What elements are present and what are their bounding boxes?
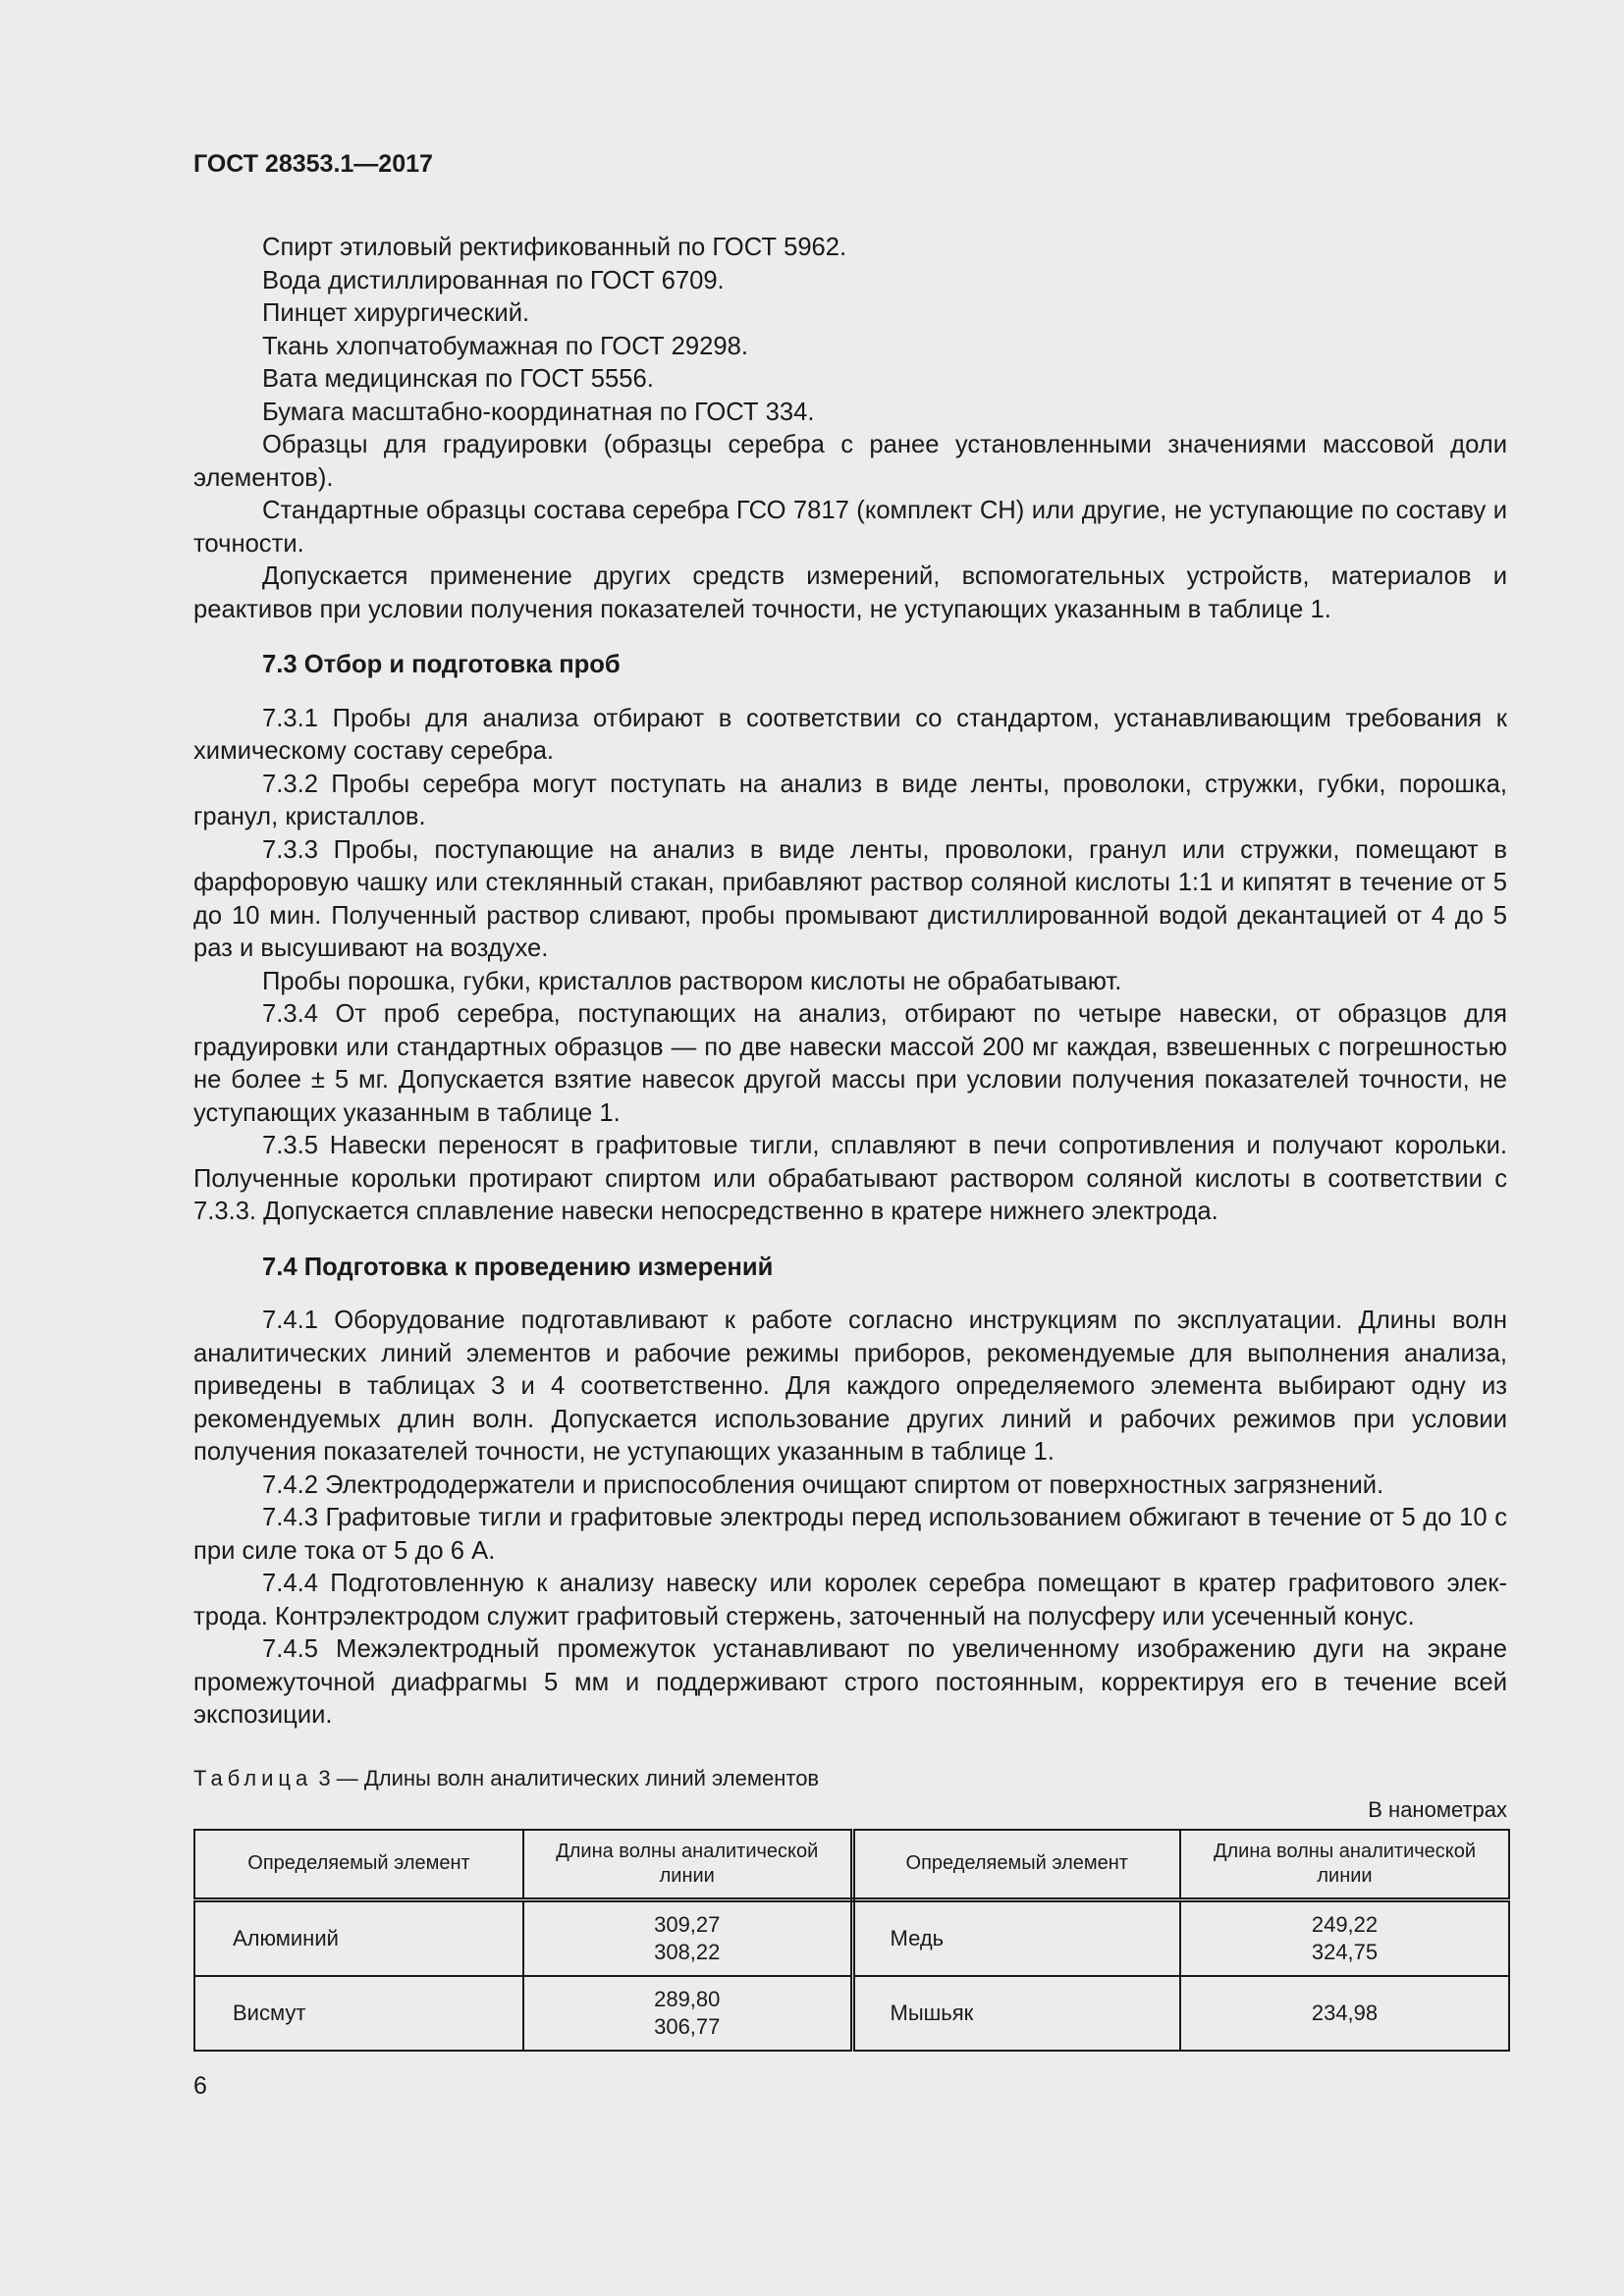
table-header-cell: Определяемый элемент (194, 1830, 523, 1900)
wavelength-value: 234,98 (1311, 2000, 1379, 2025)
section-title-7-3: 7.3 Отбор и подготовка проб (262, 651, 621, 678)
wavelength-value: 249,22 (1311, 1911, 1379, 1937)
paragraph: Пробы порошка, губки, кристаллов раствором кислоты не обрабатывают. (262, 967, 1122, 995)
wavelength-table (193, 1829, 1510, 2052)
paragraph-7-3-2: 7.3.2 Пробы серебра могут поступать на анализ в виде ленты, проволоки, стружки, губки, порошка, гранул, кристаллов. (193, 770, 1507, 830)
document-standard-header: ГОСТ 28353.1—2017 (193, 150, 433, 178)
table-cell-element: Мышьяк (852, 1976, 1180, 2051)
wavelength-value: 306,77 (654, 2013, 721, 2039)
paragraph: Ткань хлопчатобумажная по ГОСТ 29298. (262, 332, 748, 360)
table-cell-wavelength (1180, 1899, 1509, 1976)
table-cell-wavelength (523, 1976, 852, 2051)
wavelength-value: 289,80 (654, 1986, 721, 2011)
wavelength-value: 308,22 (654, 1939, 721, 1964)
paragraph-7-3-4: 7.3.4 От проб серебра, поступающих на анализ, отбирают по четыре навески, от образцов для градуировки или стандартных образцов — по две навески массой 200 мг каждая, взвешенных с погрешностью не более ± 5 мг. Допускается взятие навесок другой массы при условии получения показателей точности, не уступающих указанным в таблице 1. (193, 1000, 1507, 1127)
paragraph: Бумага масштабно-координатная по ГОСТ 334. (262, 398, 815, 426)
paragraph-7-4-3: 7.4.3 Графитовые тигли и графитовые электроды перед использованием обжигают в течение от 5 до 10 с при силе тока от 5 до 6 А. (193, 1504, 1507, 1565)
paragraph-7-4-2: 7.4.2 Электрододержатели и приспособления очищают спиртом от поверхностных загрязнений. (262, 1470, 1384, 1499)
section-title-7-4: 7.4 Подготовка к проведению измерений (262, 1253, 774, 1281)
paragraph-7-4-1: 7.4.1 Оборудование подготавливают к работе согласно инструкциям по эксплуатации. Длины волн аналитических линий элементов и рабочие режимы приборов, рекомендуемые для выполнения анализа, приведены в таблицах 3 и 4 соответственно. Для каждого определяемого элемента выбирают одну из рекомендуемых длин волн. Допускается использование других линий и рабочих режимов при условии получения показателей точности, не уступающих указанным в таблице 1. (193, 1307, 1507, 1466)
table-header-row (194, 1830, 1509, 1900)
paragraph-7-3-5: 7.3.5 Навески переносят в графитовые тигли, сплавляют в печи сопротивления и получают корольки. Полученные корольки протирают спиртом или обрабатывают раствором соляной кислоты в соответствии с 7.3.3. Допускается сплавление навески непосредственно в кратере нижнего электрода. (193, 1132, 1507, 1225)
paragraph: Вода дистиллированная по ГОСТ 6709. (262, 266, 725, 294)
paragraph-7-4-5: 7.4.5 Межэлектродный промежуток устанавливают по увеличенному изображению дуги на экране промежуточной диафрагмы 5 мм и поддерживают строго постоянным, корректируя его в течение всей экспозиции. (193, 1635, 1507, 1729)
paragraph-7-3-1: 7.3.1 Пробы для анализа отбирают в соответствии со стандартом, устанавливающим требования к химическому составу серебра. (193, 704, 1507, 765)
wavelength-value: 324,75 (1311, 1939, 1379, 1964)
paragraph-7-4-4: 7.4.4 Подготовленную к анализу навеску или королек серебра помещают в кратер графитового электрода. Контрэлектродом служит графитовый стержень, заточенный на полусферу или усеченный конус. (193, 1570, 1507, 1630)
paragraph: Допускается применение других средств измерений, вспомогательных устройств, материалов и реактивов при условии получения показателей точности, не уступающих указанным в таблице 1. (193, 562, 1507, 623)
paragraph: Образцы для градуировки (образцы серебра с ранее установленными значениями массовой доли элементов). (193, 431, 1507, 492)
paragraph: Спирт этиловый ректификованный по ГОСТ 5962. (262, 234, 847, 261)
wavelength-value: 309,27 (654, 1911, 721, 1937)
table-header-cell: Длина волны аналитической линии (1180, 1830, 1509, 1900)
table-header-cell: Длина волны аналитической линии (523, 1830, 852, 1900)
table-caption (193, 1764, 1507, 1793)
paragraph: Стандартные образцы состава серебра ГСО 7817 (комплект СН) или другие, не уступающие по составу и точности. (193, 497, 1507, 558)
table-units: В нанометрах (1368, 1796, 1507, 1822)
document-page (193, 147, 1507, 2052)
table-row (194, 1899, 1509, 1976)
paragraph: Вата медицинская по ГОСТ 5556. (262, 365, 654, 393)
table-caption-text: 3 — Длины волн аналитических линий элементов (318, 1765, 820, 1790)
table-cell-element: Алюминий (194, 1899, 523, 1976)
table-cell-wavelength (1180, 1976, 1509, 2051)
paragraph: Пинцет хирургический. (262, 299, 530, 327)
paragraph-7-3-3: 7.3.3 Пробы, поступающие на анализ в виде ленты, проволоки, гранул или стружки, помещают в фарфоровую чашку или стеклянный стакан, прибавляют раствор соляной кислоты 1:1 и кипятят в течение от 5 до 10 мин. Полученный раствор сливают, пробы промывают дистиллированной водой декантацией от 4 до 5 раз и высушивают на воздухе. (193, 835, 1507, 962)
table-cell-element: Медь (852, 1899, 1180, 1976)
table-header-cell: Определяемый элемент (852, 1830, 1180, 1900)
table-cell-wavelength (523, 1899, 852, 1976)
page-number: 6 (193, 2072, 207, 2100)
table-cell-element: Висмут (194, 1976, 523, 2051)
table-caption-word: Таблица (193, 1765, 313, 1790)
table-row (194, 1976, 1509, 2051)
